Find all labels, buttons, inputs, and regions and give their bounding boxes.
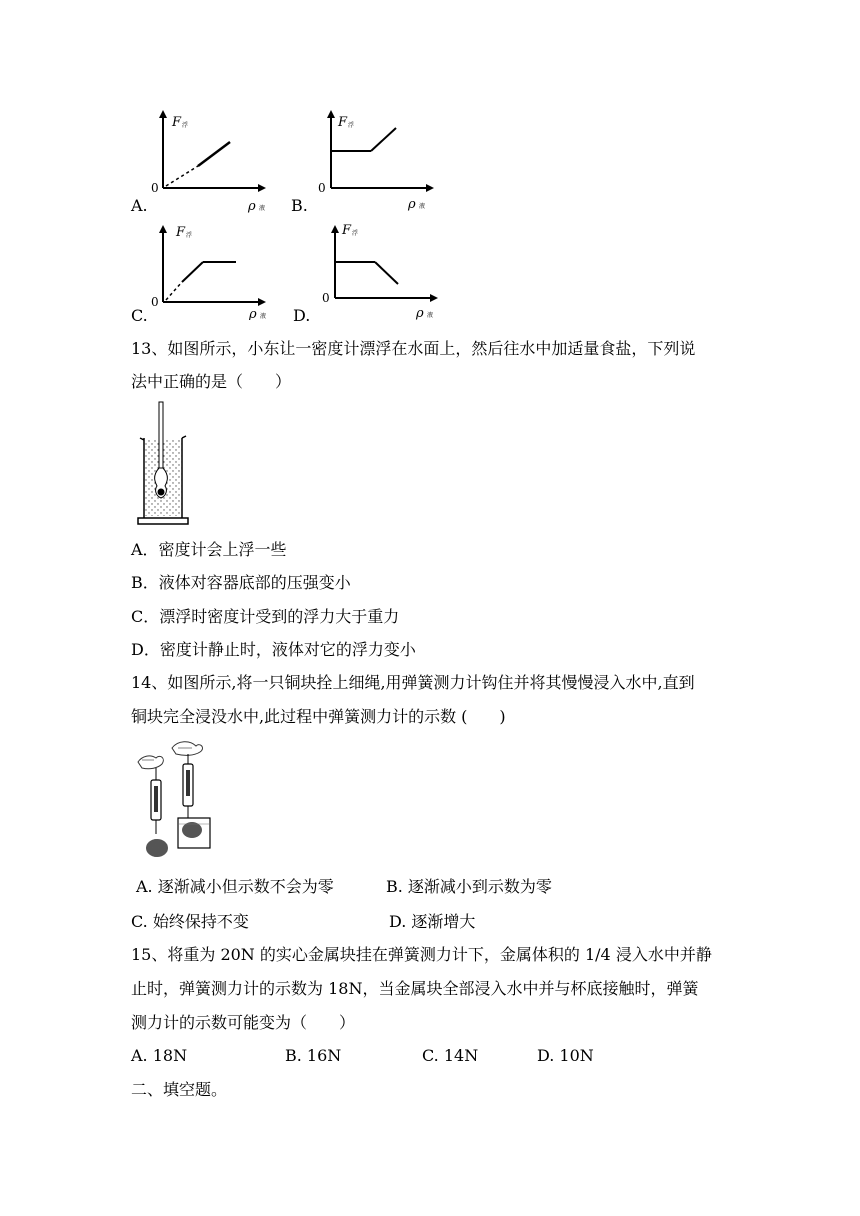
q13-option-a: A．密度计会上浮一些 [131, 540, 287, 559]
q15-option-d: D. 10N [537, 1046, 594, 1065]
graph-d-x-sub: 液 [427, 312, 434, 319]
option-d-label: D. [293, 306, 311, 325]
spring-scale-figure [132, 738, 232, 866]
graph-b [316, 108, 436, 218]
graph-a-y-sub: 浮 [182, 122, 189, 129]
section-title: 二、填空题。 [131, 1080, 228, 1099]
graph-c-origin: 0 [151, 295, 159, 309]
graph-b-origin: 0 [318, 181, 326, 195]
graph-a-y-label: F [172, 115, 182, 130]
graph-c-y-sub: 浮 [186, 232, 193, 239]
graph-a [148, 108, 268, 218]
q15-stem-line2: 止时，弹簧测力计的示数为 18N，当金属块全部浸入水中并与杯底接触时，弹簧 [131, 979, 699, 998]
graph-d-y-label: F [342, 223, 352, 238]
graph-c-x-label: ρ [249, 307, 257, 320]
q15-option-a: A. 18N [131, 1046, 188, 1065]
q15-stem-line3: 测力计的示数可能变为（ ） [131, 1013, 356, 1032]
q13-option-c: C．漂浮时密度计受到的浮力大于重力 [131, 607, 400, 626]
graph-b-y-label: F [338, 115, 348, 130]
q13-stem-line1: 13、如图所示，小东让一密度计漂浮在水面上，然后往水中加适量食盐，下列说 [131, 339, 696, 358]
q13-option-d: D．密度计静止时，液体对它的浮力变小 [131, 640, 416, 659]
graph-c [148, 220, 268, 320]
q13-option-b: B．液体对容器底部的压强变小 [131, 573, 351, 592]
hydrometer-figure [132, 400, 192, 528]
q14-option-b: B. 逐渐减小到示数为零 [386, 877, 552, 896]
graph-d-origin: 0 [322, 291, 330, 305]
q14-stem-line1: 14、如图所示,将一只铜块拴上细绳,用弹簧测力计钩住并将其慢慢浸入水中,直到 [131, 673, 695, 692]
graph-c-y-label: F [176, 225, 186, 240]
option-c-label: C. [131, 306, 148, 325]
q15-stem-line1: 15、将重为 20N 的实心金属块挂在弹簧测力计下，金属体积的 1/4 浸入水中并静 [131, 945, 712, 964]
graph-c-x-sub: 液 [260, 313, 267, 320]
graph-b-x-sub: 液 [419, 203, 426, 210]
option-a-label: A. [131, 196, 148, 215]
q15-option-b: B. 16N [285, 1046, 342, 1065]
q14-stem-line2: 铜块完全浸没水中,此过程中弹簧测力计的示数 ( ) [131, 707, 506, 726]
graph-a-x-sub: 液 [259, 205, 266, 212]
q14-option-c: C. 始终保持不变 [131, 912, 249, 931]
graph-d-y-sub: 浮 [352, 230, 359, 237]
graph-b-x-label: ρ [408, 197, 416, 212]
q13-stem-line2: 法中正确的是（ ） [131, 372, 292, 391]
q15-option-c: C. 14N [422, 1046, 479, 1065]
graph-a-origin: 0 [151, 181, 159, 195]
q14-option-a: A. 逐渐减小但示数不会为零 [136, 877, 334, 896]
graph-a-x-label: ρ [248, 199, 256, 214]
graph-d [320, 220, 440, 320]
graph-d-x-label: ρ [416, 306, 424, 320]
option-b-label: B. [291, 196, 308, 215]
q14-option-d: D. 逐渐增大 [389, 912, 476, 931]
graph-b-y-sub: 浮 [348, 122, 355, 129]
